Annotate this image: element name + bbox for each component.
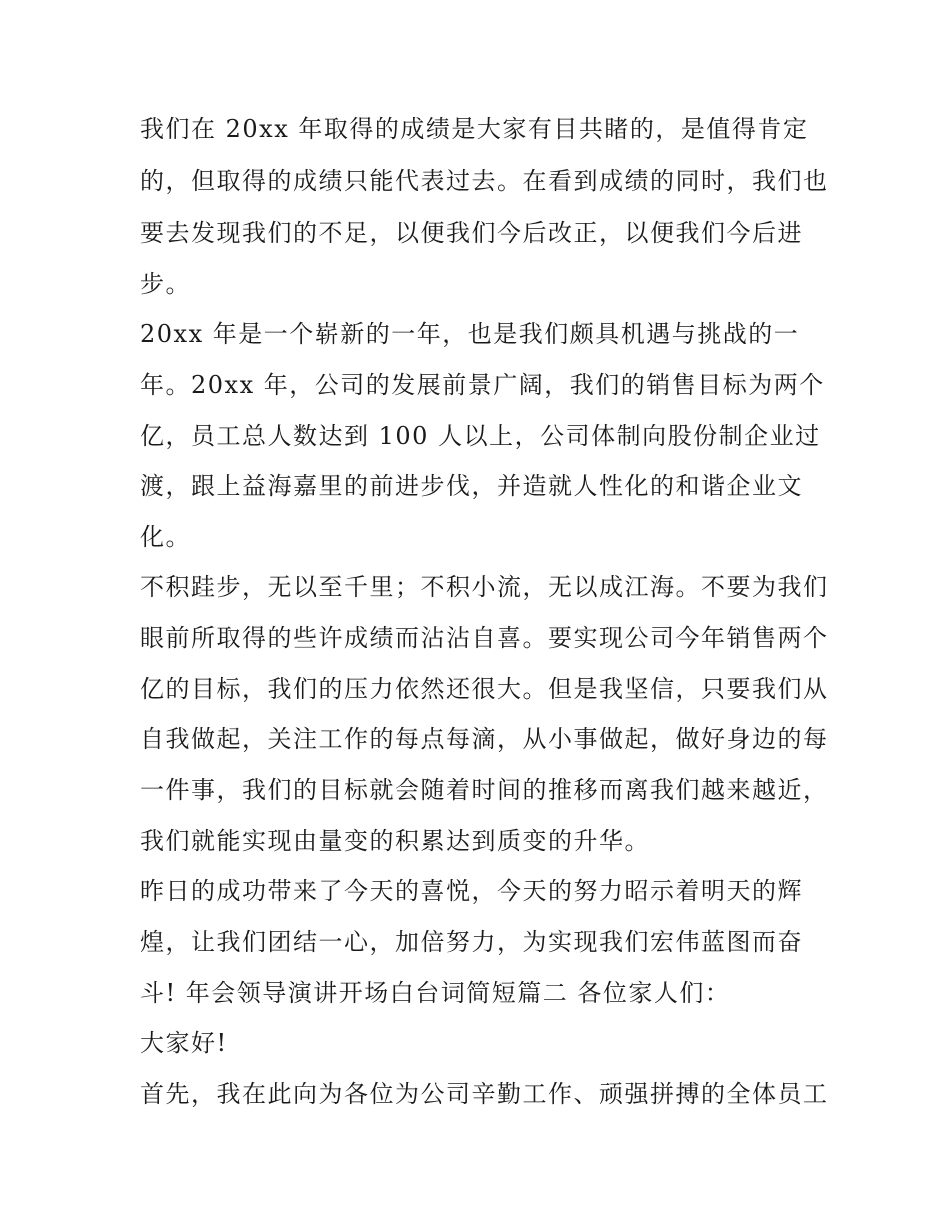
text-line: 我们就能实现由量变的积累达到质变的升华。 bbox=[140, 827, 650, 855]
text-line: 化。 bbox=[140, 523, 191, 551]
text-line: 斗! 年会领导演讲开场白台词简短篇二 各位家人们： bbox=[140, 979, 731, 1007]
text-line: 大家好! bbox=[140, 1029, 228, 1057]
text-line: 自我做起，关注工作的每点每滴，从小事做起，做好身边的每 bbox=[140, 725, 829, 753]
text-line: 年。20xx 年，公司的发展前景广阔，我们的销售目标为两个 bbox=[140, 371, 825, 399]
text-line: 要去发现我们的不足，以便我们今后改正，以便我们今后进 bbox=[140, 219, 803, 247]
text-line: 亿的目标，我们的压力依然还很大。但是我坚信，只要我们从 bbox=[140, 675, 829, 703]
text-line: 亿，员工总人数达到 100 人以上，公司体制向股份制企业过 bbox=[140, 422, 821, 450]
text-line: 20xx 年是一个崭新的一年，也是我们颇具机遇与挑战的一 bbox=[140, 320, 800, 348]
text-line: 渡，跟上益海嘉里的前进步伐，并造就人性化的和谐企业文 bbox=[140, 472, 803, 500]
text-line: 的，但取得的成绩只能代表过去。在看到成绩的同时，我们也 bbox=[140, 167, 829, 195]
text-line: 眼前所取得的些许成绩而沾沾自喜。要实现公司今年销售两个 bbox=[140, 624, 829, 652]
text-line: 我们在 20xx 年取得的成绩是大家有目共睹的，是值得肯定 bbox=[140, 115, 809, 143]
text-line: 首先，我在此向为各位为公司辛勤工作、顽强拼搏的全体员工 bbox=[140, 1080, 829, 1108]
text-line: 不积跬步，无以至千里；不积小流，无以成江海。不要为我们 bbox=[140, 573, 829, 601]
text-line: 煌，让我们团结一心，加倍努力，为实现我们宏伟蓝图而奋 bbox=[140, 928, 803, 956]
text-line: 昨日的成功带来了今天的喜悦，今天的努力昭示着明天的辉 bbox=[140, 877, 803, 905]
text-line: 步。 bbox=[140, 270, 191, 298]
text-line: 一件事，我们的目标就会随着时间的推移而离我们越来越近， bbox=[140, 776, 829, 804]
